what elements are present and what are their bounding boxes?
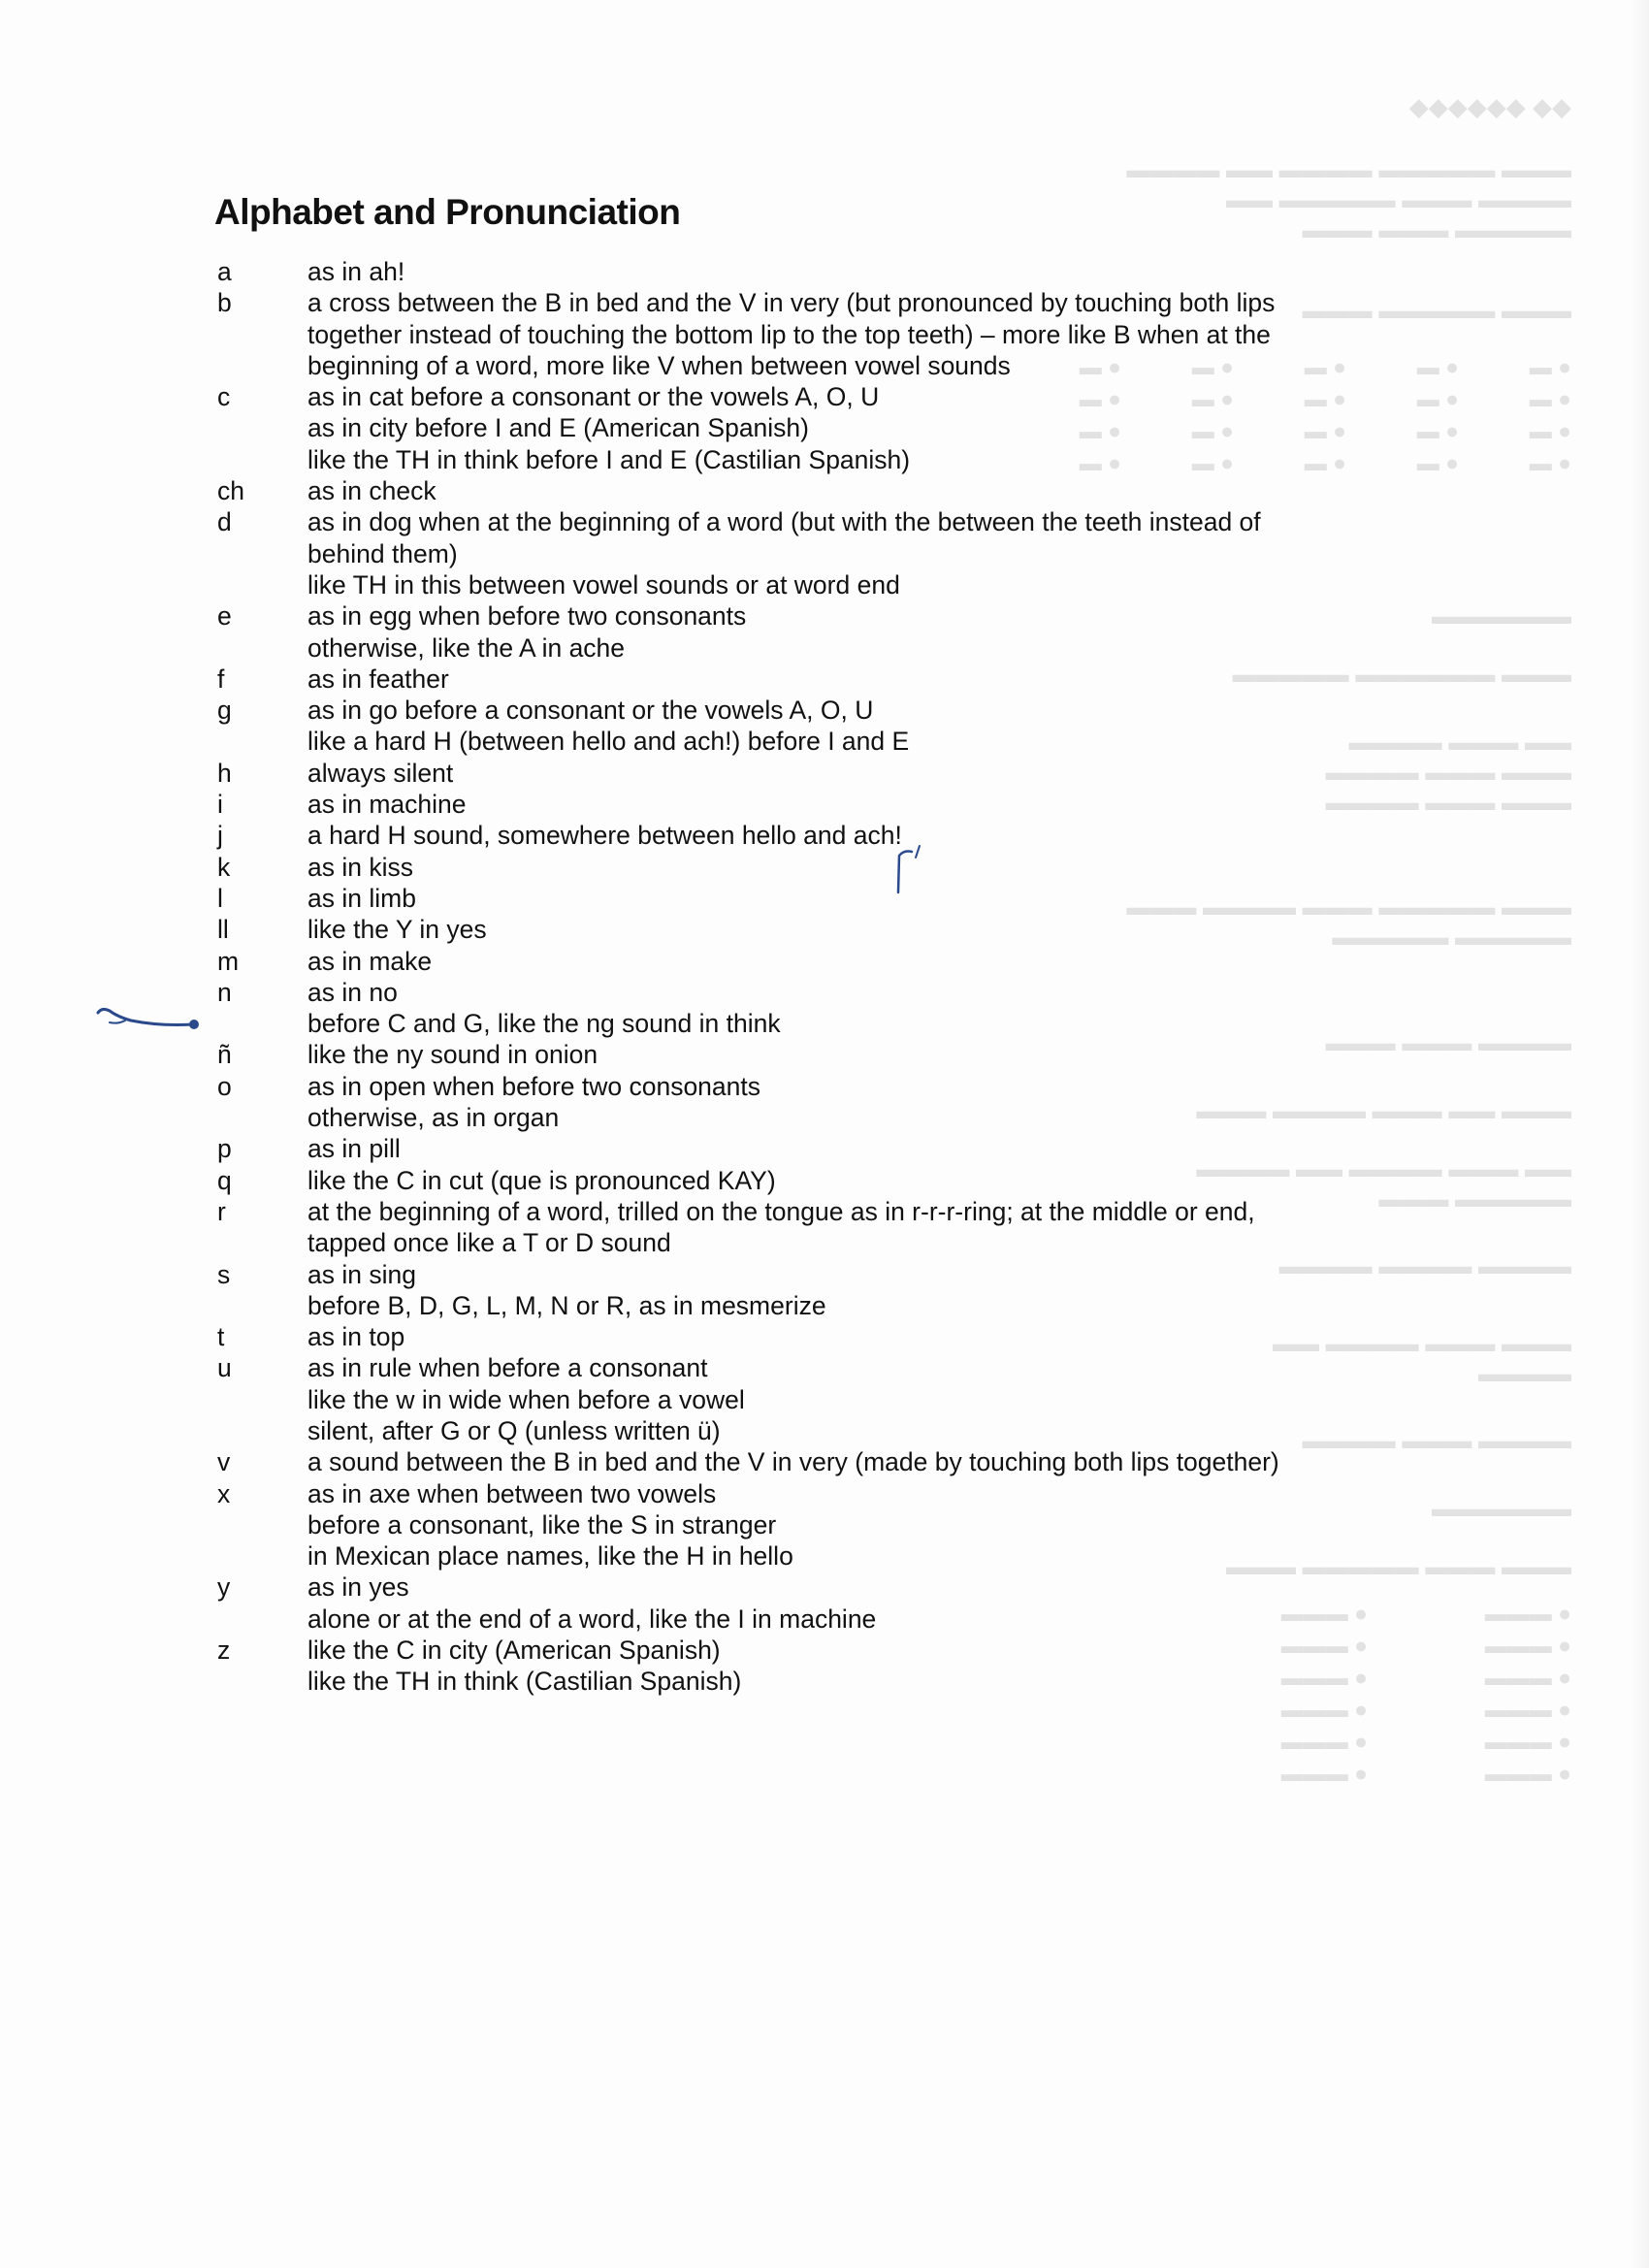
pronunciation-line: as in cat before a consonant or the vowels A, O, U [307, 382, 880, 412]
pronunciation-line: before C and G, like the ng sound in think [307, 1009, 781, 1039]
pronunciation-line: like the C in city (American Spanish) [307, 1636, 721, 1666]
letter-label: e [217, 601, 232, 632]
letter-entry [215, 883, 1379, 914]
pronunciation-line: tapped once like a T or D sound [307, 1228, 671, 1258]
pronunciation-description [307, 820, 1379, 851]
reverse-side-bleed-through: ◆◆ ◆◆◆◆◆◆ ▬▬▬ ▬▬▬▬▬ ▬▬▬▬ ▬▬ ▬▬▬▬ ▬▬▬▬ ▬▬▬ ▬▬▬▬▬ ▬▬ ▬▬▬▬▬ ▬▬▬ ▬▬▬ ▬▬▬ ▬▬▬▬▬ ▬▬▬ ● ▬ ● ▬ ● ▬ ● ▬ ● ▬ ● ▬ ● ▬ ● ▬ ● ▬ ● ▬ ● ▬ ● ▬ ● ▬ ● ▬ ● ▬ ● ▬ ● ▬ ● ▬ ● ▬ ● ▬ ▬▬▬▬▬▬ ▬▬▬ ▬▬▬▬▬▬ ▬▬▬▬▬ ▬▬ ▬▬▬ ▬▬▬▬ ▬▬▬ ▬▬▬ ▬▬▬▬ ▬▬▬ ▬▬▬ ▬▬▬▬ ▬▬▬ ▬▬▬▬▬ ▬▬▬ ▬▬▬▬ ▬▬▬ ▬▬▬▬▬ ▬▬▬▬▬ ▬▬▬▬ ▬▬▬ ▬▬▬ ▬▬▬ ▬▬ ▬▬▬ ▬▬▬▬ ▬▬▬ ▬▬ ▬▬▬ ▬▬▬▬ ▬▬ ▬▬▬▬ ▬▬▬▬▬ ▬▬▬ ▬▬▬▬ ▬▬▬▬ ▬▬▬▬ ▬▬▬ ▬▬▬ ▬▬▬▬ ▬▬ ▬▬▬▬ ▬▬▬▬ ▬▬▬ ▬▬▬▬ ▬▬▬▬▬▬ ▬▬▬ ▬▬▬ ▬▬▬▬▬ ▬▬▬ ● ▬▬▬ ● ▬▬▬ ● ▬▬▬ ● ▬▬▬ ● ▬▬▬ ● ▬▬▬ ● ▬▬▬ ● ▬▬▬ ● ▬▬▬ ● ▬▬▬ ● ▬▬▬ ● ▬▬▬ [1079, 92, 1571, 1786]
pronunciation-description [307, 789, 1379, 820]
pronunciation-line: together instead of touching the bottom lip to the top teeth) – more like B when at the [307, 319, 1271, 349]
letter-label: m [217, 946, 240, 976]
pronunciation-line: beginning of a word, more like V when between vowel sounds [307, 350, 1011, 380]
pronunciation-line: always silent [307, 758, 454, 788]
pronunciation-description [307, 883, 1379, 914]
letter-label: ll [217, 915, 229, 945]
letter-label: ch [217, 476, 244, 506]
letter-label: z [217, 1636, 231, 1666]
pronunciation-line: at the beginning of a word, trilled on the tongue as in r-r-r-ring; at the middle or end, [307, 1196, 1255, 1226]
pronunciation-description [307, 977, 1379, 1040]
pronunciation-line: like the C in cut (que is pronounced KAY) [307, 1165, 776, 1195]
pronunciation-description [307, 287, 1379, 381]
letter-entry [215, 287, 1379, 381]
pronunciation-description [307, 1321, 1379, 1352]
pronunciation-line: as in feather [307, 664, 449, 694]
pronunciation-description [307, 1071, 1379, 1134]
letter-entry [215, 1571, 1379, 1635]
pronunciation-line: as in machine [307, 790, 467, 820]
pronunciation-description [307, 1165, 1379, 1196]
pronunciation-line: as in pill [307, 1134, 401, 1164]
letter-label: p [217, 1134, 232, 1164]
letter-entry [215, 758, 1379, 789]
pronunciation-line: in Mexican place names, like the H in hello [307, 1541, 793, 1571]
letter-label: c [217, 382, 231, 412]
pronunciation-description [307, 1446, 1379, 1477]
letter-label: b [217, 288, 232, 318]
letter-label: t [217, 1322, 225, 1352]
letter-entry [215, 1352, 1379, 1446]
pronunciation-line: as in egg when before two consonants [307, 601, 747, 632]
pronunciation-line: a hard H sound, somewhere between hello and ach! [307, 821, 902, 851]
pronunciation-description [307, 758, 1379, 789]
letter-label: f [217, 664, 225, 694]
pronunciation-line: like TH in this between vowel sounds or at word end [307, 569, 900, 599]
letter-label: r [217, 1196, 226, 1226]
letter-entry [215, 475, 1379, 506]
pronunciation-line: as in yes [307, 1572, 409, 1603]
letter-entry [215, 820, 1379, 851]
pronunciation-line: as in kiss [307, 852, 413, 882]
pronunciation-description [307, 1259, 1379, 1322]
pronunciation-line: like the TH in think (Castilian Spanish) [307, 1667, 742, 1697]
pronunciation-line: like the TH in think before I and E (Castilian Spanish) [307, 444, 911, 474]
letter-label: q [217, 1165, 232, 1195]
letter-label: l [217, 883, 223, 913]
pronunciation-line: as in check [307, 476, 436, 506]
letter-label: ñ [217, 1040, 232, 1070]
pronunciation-description [307, 1039, 1379, 1070]
letter-entry [215, 1133, 1379, 1164]
letter-entry [215, 381, 1379, 475]
letter-label: y [217, 1572, 231, 1603]
pronunciation-line: like the Y in yes [307, 915, 487, 945]
pronunciation-line: as in axe when between two vowels [307, 1478, 717, 1508]
pronunciation-line: as in open when before two consonants [307, 1071, 761, 1101]
pronunciation-description [307, 1635, 1379, 1698]
letter-entry [215, 256, 1379, 287]
pronunciation-line: as in make [307, 946, 433, 976]
pronunciation-line: otherwise, like the A in ache [307, 632, 626, 663]
pronunciation-line: as in top [307, 1322, 405, 1352]
alphabet-list [215, 256, 1379, 1698]
letter-entry [215, 695, 1379, 758]
pronunciation-description [307, 946, 1379, 977]
pronunciation-line: as in city before I and E (American Spanish) [307, 413, 809, 443]
letter-entry [215, 1071, 1379, 1134]
letter-label: j [217, 821, 223, 851]
letter-label: a [217, 257, 232, 286]
letter-entry [215, 1165, 1379, 1196]
letter-label: g [217, 696, 232, 726]
pronunciation-line: as in no [307, 977, 398, 1007]
letter-entry [215, 946, 1379, 977]
letter-entry [215, 852, 1379, 883]
pronunciation-line: alone or at the end of a word, like the I in machine [307, 1604, 877, 1634]
pronunciation-line: as in ah! [307, 257, 405, 286]
letter-entry [215, 664, 1379, 695]
letter-label: v [217, 1447, 231, 1477]
letter-label: n [217, 977, 232, 1007]
letter-entry [215, 1446, 1379, 1477]
letter-label: s [217, 1259, 231, 1289]
pen-bracket-mark-icon [890, 842, 929, 900]
pronunciation-line: otherwise, as in organ [307, 1103, 560, 1133]
letter-entry [215, 1039, 1379, 1070]
letter-entry [215, 789, 1379, 820]
pronunciation-description [307, 381, 1379, 475]
pronunciation-line: like a hard H (between hello and ach!) before I and E [307, 727, 910, 757]
pronunciation-description [307, 1352, 1379, 1446]
letter-label: u [217, 1353, 232, 1383]
scan-edge-shadow [1630, 0, 1649, 2268]
pronunciation-line: as in limb [307, 883, 416, 913]
pronunciation-description [307, 1478, 1379, 1572]
letter-label: x [217, 1478, 231, 1508]
letter-label: d [217, 507, 232, 537]
pronunciation-description [307, 695, 1379, 758]
pronunciation-description [307, 475, 1379, 506]
pronunciation-line: as in sing [307, 1259, 416, 1289]
pronunciation-line: as in rule when before a consonant [307, 1353, 708, 1383]
pronunciation-description [307, 506, 1379, 600]
pronunciation-line: before B, D, G, L, M, N or R, as in mesmerize [307, 1290, 826, 1320]
pronunciation-line: a cross between the B in bed and the V in very (but pronounced by touching both lips [307, 288, 1276, 318]
pronunciation-description [307, 1571, 1379, 1635]
letter-entry [215, 1259, 1379, 1322]
letter-label: o [217, 1071, 232, 1101]
pronunciation-line: as in dog when at the beginning of a word (but with the between the teeth instead of [307, 507, 1261, 537]
letter-entry [215, 1321, 1379, 1352]
pronunciation-line: silent, after G or Q (unless written ü) [307, 1415, 721, 1445]
pronunciation-description [307, 1133, 1379, 1164]
pronunciation-line: as in go before a consonant or the vowels A, O, U [307, 696, 874, 726]
pronunciation-description [307, 600, 1379, 664]
pronunciation-description [307, 852, 1379, 883]
letter-label: k [217, 852, 231, 882]
pronunciation-line: like the ny sound in onion [307, 1040, 598, 1070]
pronunciation-line: a sound between the B in bed and the V in very (made by touching both lips together) [307, 1447, 1279, 1477]
letter-entry [215, 977, 1379, 1040]
pronunciation-line: before a consonant, like the S in stranger [307, 1509, 777, 1539]
page-title: Alphabet and Pronunciation [214, 192, 681, 232]
letter-entry [215, 600, 1379, 664]
pronunciation-line: like the w in wide when before a vowel [307, 1384, 745, 1414]
letter-label: i [217, 790, 223, 820]
pronunciation-line: behind them) [307, 538, 458, 568]
pen-arrow-icon [92, 999, 209, 1038]
letter-entry [215, 1635, 1379, 1698]
pronunciation-description [307, 664, 1379, 695]
letter-entry [215, 506, 1379, 600]
letter-entry [215, 1196, 1379, 1259]
pronunciation-description [307, 1196, 1379, 1259]
letter-entry [215, 914, 1379, 945]
pronunciation-description [307, 256, 1379, 287]
pronunciation-description [307, 914, 1379, 945]
letter-label: h [217, 758, 232, 788]
letter-entry [215, 1478, 1379, 1572]
